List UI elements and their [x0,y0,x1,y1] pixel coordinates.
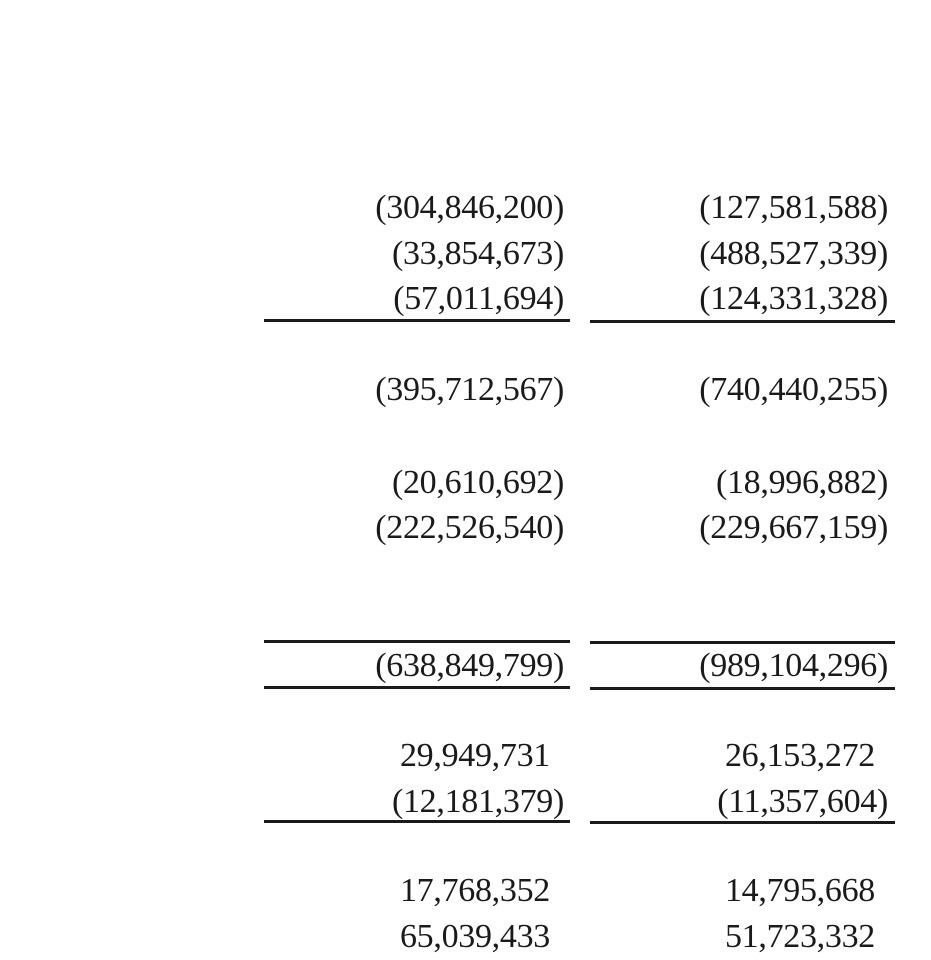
amount-cell: 14,795,668 [724,872,875,909]
subtotal-rule [590,821,895,824]
total-rule-top [264,640,570,643]
amount-column-prior [590,0,895,960]
subtotal-rule [264,820,570,823]
amount-cell: 17,768,352 [399,872,550,909]
total-rule-bottom [264,686,570,689]
amount-cell: (740,440,255) [699,371,888,408]
amount-cell: (12,181,379) [391,783,564,820]
amount-cell: (488,527,339) [699,235,888,272]
amount-cell: 65,039,433 [399,918,550,955]
amount-cell: (304,846,200) [375,189,564,226]
amount-cell: (222,526,540) [375,509,564,546]
total-rule-bottom [590,687,895,690]
amount-cell: 51,723,332 [724,918,875,955]
amount-cell: 29,949,731 [399,737,550,774]
subtotal-rule [590,320,895,323]
amount-cell: 26,153,272 [724,737,875,774]
amount-cell: (33,854,673) [391,235,564,272]
amount-cell: (127,581,588) [699,189,888,226]
amount-cell: (989,104,296) [699,647,888,684]
amount-cell: (11,357,604) [717,783,888,820]
amount-cell: (20,610,692) [391,464,564,501]
subtotal-rule [264,319,570,322]
amount-cell: (638,849,799) [375,647,564,684]
amount-cell: (395,712,567) [375,371,564,408]
total-rule-top [590,641,895,644]
amount-cell: (57,011,694) [393,280,564,317]
amount-cell: (18,996,882) [715,464,888,501]
amount-cell: (229,667,159) [699,509,888,546]
amount-column-current [264,0,570,960]
amount-cell: (124,331,328) [699,280,888,317]
